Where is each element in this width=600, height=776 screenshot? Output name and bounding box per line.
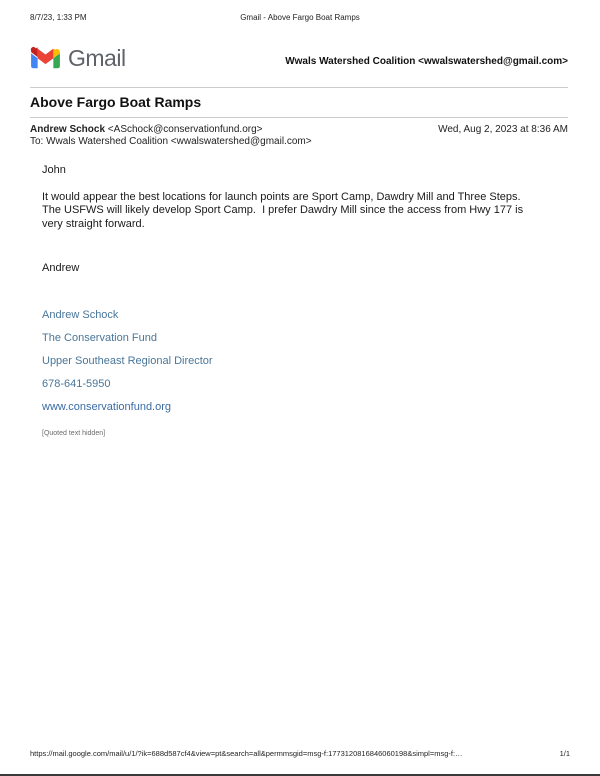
to-line: To: Wwals Watershed Coalition <wwalswatershed@gmail.com> [30, 136, 312, 147]
sender-address: <ASchock@conservationfund.org> [105, 124, 263, 135]
quoted-text-hidden: [Quoted text hidden] [42, 429, 106, 437]
print-datetime: 8/7/23, 1:33 PM [30, 13, 87, 22]
signature-block [42, 309, 568, 414]
email-subject: Above Fargo Boat Ramps [30, 94, 202, 110]
body-closing: Andrew [42, 262, 80, 274]
print-doc-title: Gmail - Above Fargo Boat Ramps [240, 13, 360, 22]
signature-name: Andrew Schock [42, 308, 119, 321]
gmail-m-icon [30, 46, 61, 70]
divider-below-subject [30, 117, 568, 118]
divider-above-subject [30, 87, 568, 88]
message-body [42, 164, 568, 440]
message-date: Wed, Aug 2, 2023 at 8:36 AM [438, 124, 568, 135]
print-footer [30, 749, 570, 758]
body-greeting: John [42, 164, 66, 176]
signature-org: The Conservation Fund [42, 331, 157, 344]
message-header [30, 124, 568, 148]
print-footer-url: https://mail.google.com/mail/u/1/?ik=688d587cf4&view=pt&search=all&permmsgid=msg-f:1773120816846060198&simpl=msg-f:… [30, 749, 463, 758]
from-line [30, 124, 312, 136]
signature-website-link[interactable]: www.conservationfund.org [42, 400, 172, 413]
print-header [30, 13, 568, 24]
signature-title: Upper Southeast Regional Director [42, 354, 213, 367]
gmail-wordmark: Gmail [68, 44, 126, 71]
account-name-email: Wwals Watershed Coalition <wwalswatershed@gmail.com> [285, 55, 568, 67]
print-page-number: 1/1 [559, 749, 570, 758]
gmail-logo [30, 45, 126, 72]
from-to-block [30, 124, 312, 148]
sender-name: Andrew Schock [30, 124, 106, 135]
gmail-header [30, 42, 568, 74]
signature-phone: 678-641-5950 [42, 377, 111, 390]
body-paragraph: It would appear the best locations for launch points are Sport Camp, Dawdry Mill and Three Steps. The USFWS will likely develop Sport Camp. I prefer Dawdry Mill since the access from Hwy 177 is very straight forward. [42, 190, 527, 230]
